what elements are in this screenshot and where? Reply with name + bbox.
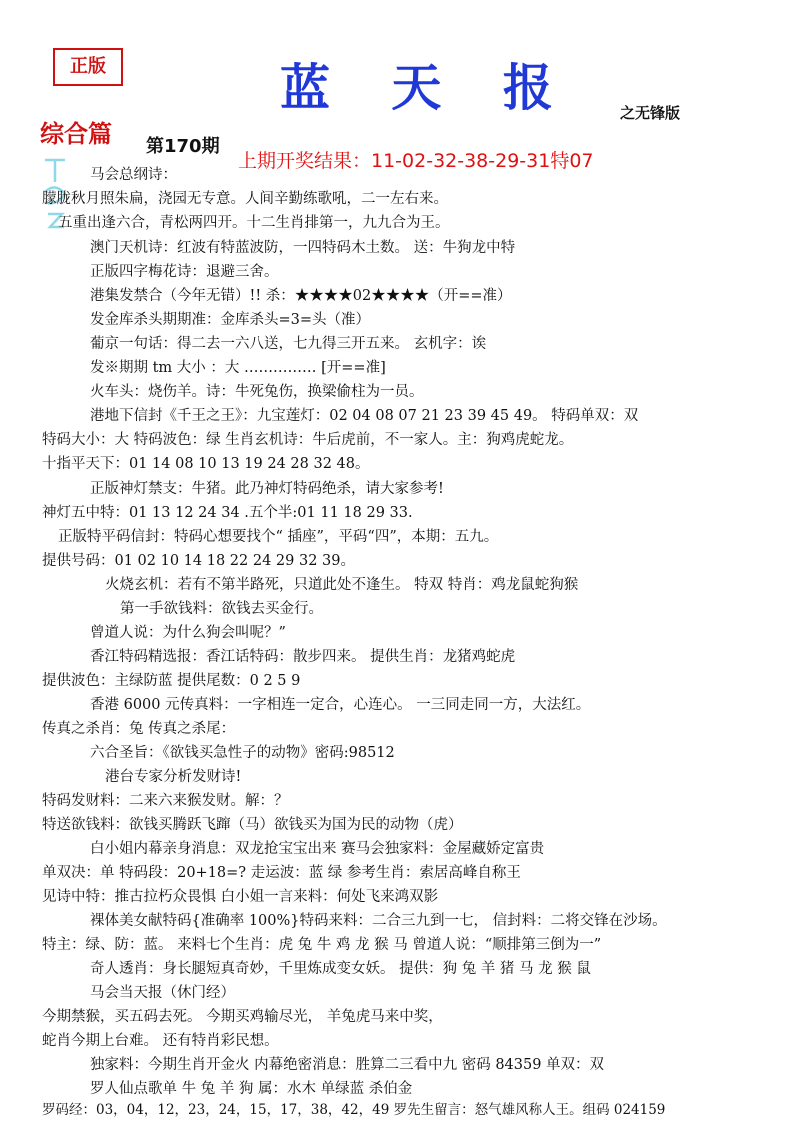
- last-result: 上期开奖结果：11-02-32-38-29-31特07: [238, 150, 594, 172]
- body-line: 特码发财料：二来六来猴发财。解：？: [42, 793, 289, 809]
- body-line: 发金库杀头期期准：金库杀头=3=头（准）: [90, 312, 371, 328]
- body-line: 神灯五中特：01 13 12 24 34 .五个半:01 11 18 29 33.: [42, 505, 413, 521]
- edition-label: 之无锋版: [620, 104, 681, 122]
- body-line: 香江特码精选报：香江话特码：散步四来。 提供生肖：龙猪鸡蛇虎: [90, 649, 516, 665]
- body-line: 港地下信封《千王之王》：九宝莲灯：02 04 08 07 21 23 39 45 49。 特码单双：双: [90, 408, 639, 424]
- body-line: 火车头：烧伤羊。诗：牛死兔伤，换梁偷柱为一员。: [90, 384, 424, 400]
- body-line: 白小姐内幕亲身消息：双龙抢宝宝出来 赛马会独家料：金屋藏娇定富贵: [90, 841, 545, 857]
- body-line: 马会总纲诗：: [90, 167, 177, 183]
- body-line: 十指平天下：01 14 08 10 13 19 24 28 32 48。: [42, 456, 370, 472]
- issue-number: 第170期: [146, 136, 220, 157]
- body-line: 独家料：今期生肖开金火 内幕绝密消息：胜算二三看中九 密码 84359 单双：双: [90, 1057, 605, 1073]
- body-line: 第一手欲钱料：欲钱去买金行。: [120, 601, 323, 617]
- body-line: 罗人仙点歌单 牛 兔 羊 狗 属：水木 单绿蓝 杀伯金: [90, 1081, 413, 1097]
- body-line: 澳门天机诗：红波有特蓝波防，一四特码木土数。 送：牛狗龙中特: [90, 240, 516, 256]
- body-line: 发※期期 tm 大小 ：大 …………… [开==准]: [90, 360, 386, 376]
- body-line: 香港 6000 元传真料：一字相连一定合，心连心。 一三同走同一方，大法红。: [90, 697, 591, 713]
- body-line: 见诗中特：推古拉朽众畏惧 白小姐一言来料：何处飞来鸿双影: [42, 889, 439, 905]
- body-line: 提供号码：01 02 10 14 18 22 24 29 32 39。: [42, 553, 355, 569]
- body-line: 朦胧秋月照朱扁，浇园无专意。人间辛勤练歌吼，二一左右来。: [42, 191, 448, 207]
- masthead-title: 蓝 天 报: [280, 58, 575, 117]
- body-line: 单双决：单 特码段：20+18=? 走运波：蓝 绿 参考生肖：索居高峰自称王: [42, 865, 521, 881]
- body-line: 正版特平码信封：特码心想要找个“ 插座”，平码“四”，本期：五九。: [58, 529, 499, 545]
- body-line: 五重出逢六合，青松两四开。十二生肖排第一，九九合为王。: [58, 215, 450, 231]
- body-line: 奇人透肖：身长腿短真奇妙，千里炼成变女妖。 提供：狗 兔 羊 猪 马 龙 猴 鼠: [90, 961, 591, 977]
- body-line: 马会当天报（休门经）: [90, 985, 235, 1001]
- body-line: 葡京一句话：得二去一六八送，七九得三开五来。 玄机字：诶: [90, 336, 487, 352]
- body-line: 港集发禁合（今年无错）!! 杀：★★★★02★★★★（开==准）: [90, 288, 512, 304]
- body-line: 蛇肖今期上台难。 还有特肖彩民想。: [42, 1033, 279, 1049]
- body-line: 正版四字梅花诗：退避三舍。: [90, 264, 279, 280]
- body-line: 火烧玄机：若有不第半路死，只道此处不逢生。 特双 特肖：鸡龙鼠蛇狗猴: [105, 577, 579, 593]
- body-line: 港台专家分析发财诗!: [105, 769, 242, 785]
- body-line: 今期禁猴，买五码去死。 今期买鸡输尽光， 羊兔虎马来中奖，: [42, 1009, 443, 1025]
- body-line: 六合圣旨：《欲钱买急性子的动物》密码:98512: [90, 745, 395, 761]
- body-line: 正版神灯禁支：牛猪。此乃神灯特码绝杀，请大家参考!: [90, 481, 444, 497]
- section-title: 综合篇: [40, 119, 112, 148]
- body-line: 曾道人说：为什么狗会叫呢？”: [90, 625, 286, 641]
- body-line: 特送欲钱料：欲钱买腾跃飞蹿（马）欲钱买为国为民的动物（虎）: [42, 817, 463, 833]
- body-line: 裸体美女献特码{准确率 100%}特码来料：二合三九到一七， 信封料：二将交锋在沙场。: [90, 913, 667, 929]
- authentic-stamp: 正版: [53, 48, 123, 86]
- body-line: 特码大小：大 特码波色：绿 生肖玄机诗：牛后虎前，不一家人。主：狗鸡虎蛇龙。: [42, 432, 574, 448]
- body-line: 特主：绿、防：蓝。 来料七个生肖：虎 兔 牛 鸡 龙 猴 马 曾道人说：“顺排第三倒为一”: [42, 937, 602, 953]
- body-line: 传真之杀肖：兔 传真之杀尾：: [42, 721, 236, 737]
- body-line: 提供波色：主绿防蓝 提供尾数：0 2 5 9: [42, 673, 301, 689]
- body-line: 罗码经：03，04，12，23，24，15，17，38，42，49 罗先生留言：怒气雄风称人王。组码 024159: [42, 1102, 666, 1118]
